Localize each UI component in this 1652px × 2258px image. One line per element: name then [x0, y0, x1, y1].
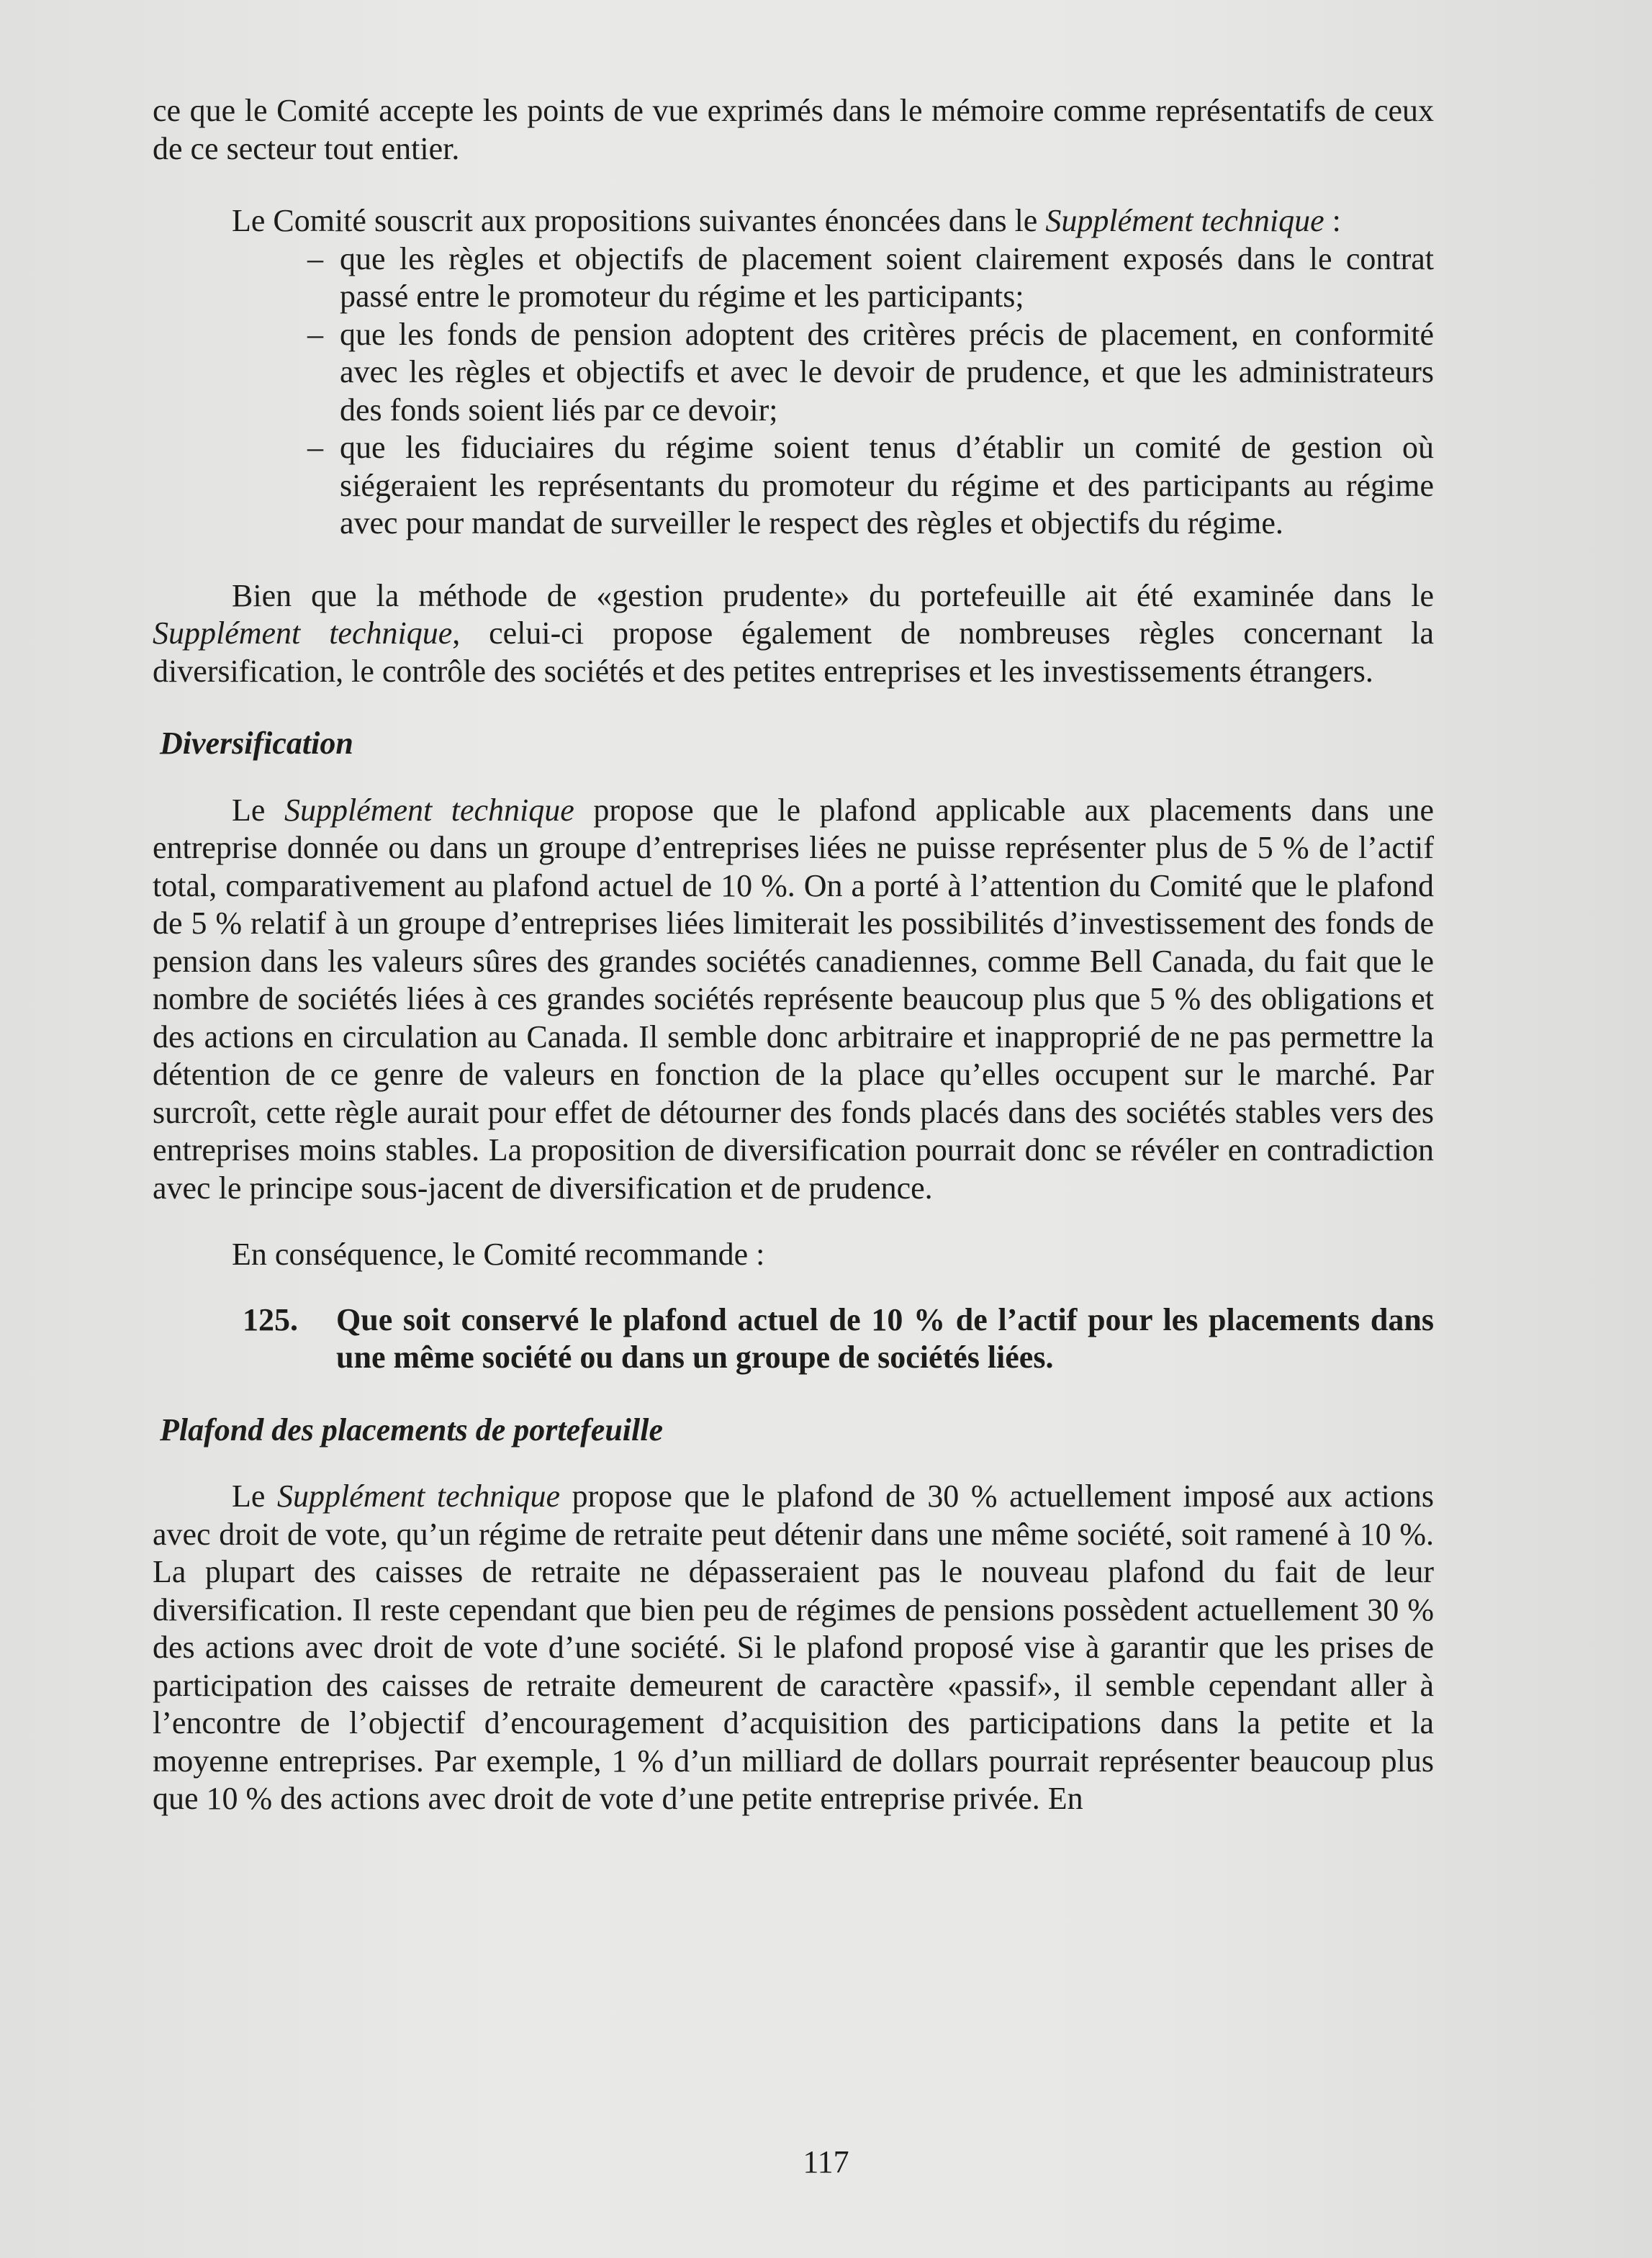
- text-run: :: [1324, 203, 1341, 238]
- text-run: propose que le plafond applicable aux placements dans une entreprise donnée ou dans un groupe d’entreprises liées ne puisse représenter plus de 5 % de l’actif total, comparativement au plafond actuel de 10 %. On a porté à l’attention du Comité que le plafond de 5 % relatif à un groupe d’entreprises liées limiterait les possibilités d’investissement des fonds de pension dans les valeurs sûres des grandes sociétés canadiennes, comme Bell Canada, du fait que le nombre de sociétés liées à ces grandes sociétés représente beaucoup plus que 5 % des obligations et des actions en circulation au Canada. Il semble donc arbitraire et inapproprié de ne pas permettre la détention de ce genre de valeurs en fonction de la place qu’elles occupent sur le marché. Par surcroît, cette règle aurait pour effet de détourner des fonds placés dans des sociétés stables vers des entreprises moins stables. La proposition de diversification pourrait donc se révéler en contradiction avec le principe sous-jacent de diversification et de prudence.: [153, 792, 1434, 1206]
- paragraph-portfolio-limit: [153, 1478, 1434, 1818]
- italic-title: Supplément technique: [277, 1478, 560, 1514]
- list-item: [307, 316, 1434, 430]
- text-run: Le: [232, 1478, 278, 1514]
- text-run: Bien que la méthode de «gestion prudente» du portefeuille ait été examinée dans le: [232, 577, 1434, 613]
- dash-marker: –: [307, 316, 323, 352]
- text-run: Le: [232, 792, 284, 828]
- section-heading-diversification: Diversification: [160, 726, 353, 761]
- text-run: , celui-ci propose également de nombreuses règles concernant la diversification, le contrôle des sociétés et des petites entreprises et les investissements étrangers.: [153, 615, 1434, 689]
- list-item-text: que les règles et objectifs de placement soient clairement exposés dans le contrat passé entre le promoteur du régime et les participants;: [340, 240, 1434, 314]
- italic-title: Supplément technique: [1045, 203, 1324, 238]
- section-heading-portfolio-limit: Plafond des placements de portefeuille: [160, 1412, 663, 1448]
- paragraph-continuation: ce que le Comité accepte les points de vue exprimés dans le mémoire comme représentatifs de ceux de ce secteur tout entier.: [153, 93, 1434, 166]
- dash-marker: –: [307, 430, 323, 465]
- paragraph-diversification: [153, 792, 1434, 1208]
- text-run: propose que le plafond de 30 % actuellement imposé aux actions avec droit de vote, qu’un régime de retraite peut détenir dans une même société, soit ramené à 10 %. La plupart des caisses de retraite ne dépasseraient pas le nouveau plafond du fait de leur diversification. Il reste cependant que bien peu de régimes de pensions possèdent actuellement 30 % des actions avec droit de vote d’une société. Si le plafond proposé vise à garantir que les prises de participation des caisses de retraite demeurent de caractère «passif», il semble cependant aller à l’encontre de l’objectif d’encouragement d’acquisition des participations dans la petite et la moyenne entreprises. Par exemple, 1 % d’un milliard de dollars pourrait représenter beaucoup plus que 10 % des actions avec droit de vote d’une petite entreprise privée. En: [153, 1478, 1435, 1816]
- italic-title: Supplément technique: [153, 615, 453, 651]
- list-item: [307, 240, 1434, 316]
- page-body: [153, 92, 1434, 1818]
- paragraph-propositions-intro: [153, 202, 1434, 240]
- recommendation-number: 125.: [243, 1301, 298, 1337]
- italic-title: Supplément technique: [284, 792, 574, 828]
- list-item-text: que les fiduciaires du régime soient tenus d’établir un comité de gestion où siégeraient les représentants du promoteur du régime et des participants au régime avec pour mandat de surveiller le respect des règles et objectifs du régime.: [340, 430, 1434, 541]
- recommendation-text: Que soit conservé le plafond actuel de 10 % de l’actif pour les placements dans une même société ou dans un groupe de sociétés liées.: [336, 1301, 1434, 1375]
- paragraph-prudent-management: [153, 577, 1434, 691]
- list-item-text: que les fonds de pension adoptent des critères précis de placement, en conformité avec les règles et objectifs et avec le devoir de prudence, et que les administrateurs des fonds soient liés par ce devoir;: [340, 316, 1434, 428]
- page-number: 117: [803, 2144, 849, 2180]
- propositions-list: [153, 240, 1434, 543]
- recommendation-125: [153, 1301, 1434, 1377]
- dash-marker: –: [307, 240, 323, 276]
- text-run: Le Comité souscrit aux propositions suivantes énoncées dans le: [232, 203, 1046, 238]
- paragraph-recommendation-intro: En conséquence, le Comité recommande :: [232, 1237, 765, 1272]
- list-item: [307, 429, 1434, 543]
